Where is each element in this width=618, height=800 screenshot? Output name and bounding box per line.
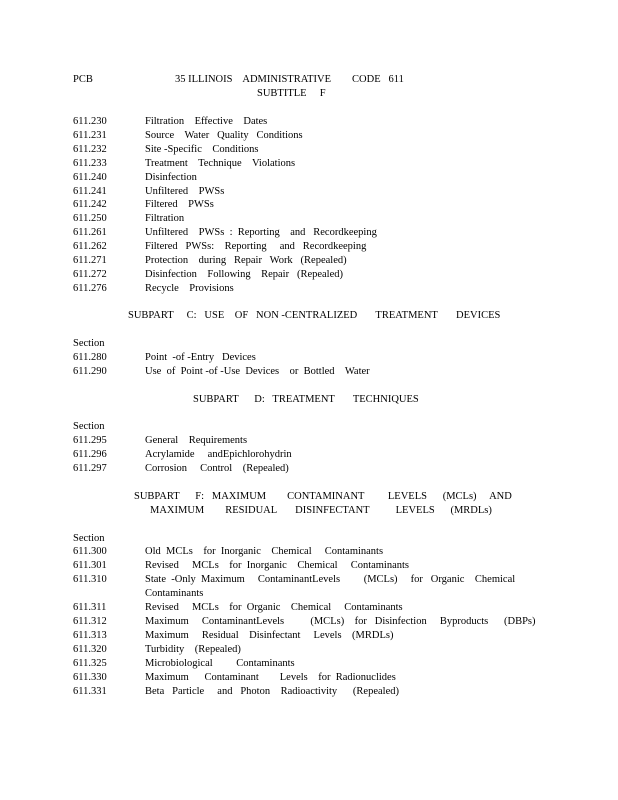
section-number: 611.331 <box>73 686 107 697</box>
section-title: Old MCLs for Inorganic Chemical Contaminants <box>145 546 384 557</box>
section-title: Corrosion Control (Repealed) <box>145 463 289 474</box>
section-title: Treatment Technique Violations <box>145 157 296 169</box>
section-number: 611.231 <box>73 129 107 141</box>
section-number: 611.313 <box>73 630 107 641</box>
section-title: Recycle Provisions <box>145 282 234 294</box>
subpart-d-heading: SUBPART D: TREATMENT TECHNIQUES <box>193 394 419 405</box>
section-number: 611.301 <box>73 560 107 571</box>
section-title: Disinfection Following Repair (Repealed) <box>145 268 343 280</box>
section-title: Turbidity (Repealed) <box>145 644 241 655</box>
section-number: 611.233 <box>73 157 107 169</box>
section-title: Use of Point -of -Use Devices or Bottled Water <box>145 366 370 377</box>
section-number: 611.272 <box>73 268 107 280</box>
section-number: 611.320 <box>73 644 107 655</box>
section-number: 611.312 <box>73 616 107 627</box>
section-title: Contaminants <box>145 588 204 599</box>
section-number: 611.250 <box>73 213 107 225</box>
section-title: Unfiltered PWSs <box>145 185 225 197</box>
section-title: State -Only Maximum ContaminantLevels (MCLs) for Organic Chemical <box>145 574 516 585</box>
section-number: 611.271 <box>73 255 107 266</box>
section-number: 611.300 <box>73 546 107 557</box>
section-title: Unfiltered PWSs : Reporting and Recordkeeping <box>145 227 377 239</box>
section-title: Protection during Repair Work (Repealed) <box>145 255 347 266</box>
subpart-f-heading-line2: MAXIMUM RESIDUAL DISINFECTANT LEVELS (MRDLs) <box>150 505 492 516</box>
section-title: Filtered PWSs: Reporting and Recordkeeping <box>145 241 367 253</box>
section-label: Section <box>73 533 105 544</box>
section-number: 611.296 <box>73 449 107 460</box>
section-title: Revised MCLs for Inorganic Chemical Contaminants <box>145 560 410 571</box>
section-title: Maximum Residual Disinfectant Levels (MRDLs) <box>145 630 394 641</box>
section-title: Source Water Quality Conditions <box>145 129 303 141</box>
section-title: Beta Particle and Photon Radioactivity (Repealed) <box>145 686 399 697</box>
section-number: 611.310 <box>73 574 107 585</box>
section-number: 611.297 <box>73 463 107 474</box>
subpart-c-heading: SUBPART C: USE OF NON -CENTRALIZED TREATMENT DEVICES <box>128 310 501 321</box>
section-number: 611.311 <box>73 602 107 613</box>
subpart-f-heading-line1: SUBPART F: MAXIMUM CONTAMINANT LEVELS (MCLs) AND <box>134 491 512 502</box>
section-title: Maximum Contaminant Levels for Radionuclides <box>145 672 396 683</box>
section-title: Filtration Effective Dates <box>145 116 268 127</box>
section-title: Maximum ContaminantLevels (MCLs) for Disinfection Byproducts (DBPs) <box>145 616 536 627</box>
section-number: 611.295 <box>73 435 107 446</box>
section-title: Revised MCLs for Organic Chemical Contaminants <box>145 602 403 613</box>
header-title: 35 ILLINOIS ADMINISTRATIVE CODE 611 <box>175 74 404 85</box>
section-number: 611.232 <box>73 143 107 155</box>
section-number: 611.290 <box>73 366 107 377</box>
section-label: Section <box>73 338 105 349</box>
section-number: 611.242 <box>73 199 107 211</box>
section-number: 611.276 <box>73 282 107 294</box>
section-number: 611.241 <box>73 185 107 197</box>
section-title: Filtered PWSs <box>145 199 214 211</box>
section-title: General Requirements <box>145 435 248 446</box>
section-number: 611.230 <box>73 116 107 127</box>
section-label: Section <box>73 421 105 432</box>
section-title: Filtration <box>145 213 185 225</box>
section-number: 611.261 <box>73 227 107 239</box>
section-title: Site -Specific Conditions <box>145 143 259 155</box>
header-left: PCB <box>73 74 93 85</box>
section-number: 611.280 <box>73 352 107 363</box>
section-title: Disinfection <box>145 171 197 183</box>
section-number: 611.262 <box>73 241 107 253</box>
section-number: 611.325 <box>73 658 107 669</box>
section-title: Acrylamide andEpichlorohydrin <box>145 449 292 460</box>
section-title: Point -of -Entry Devices <box>145 352 256 363</box>
header-subtitle: SUBTITLE F <box>257 88 326 99</box>
section-number: 611.330 <box>73 672 107 683</box>
section-number: 611.240 <box>73 171 107 183</box>
section-title: Microbiological Contaminants <box>145 658 295 669</box>
